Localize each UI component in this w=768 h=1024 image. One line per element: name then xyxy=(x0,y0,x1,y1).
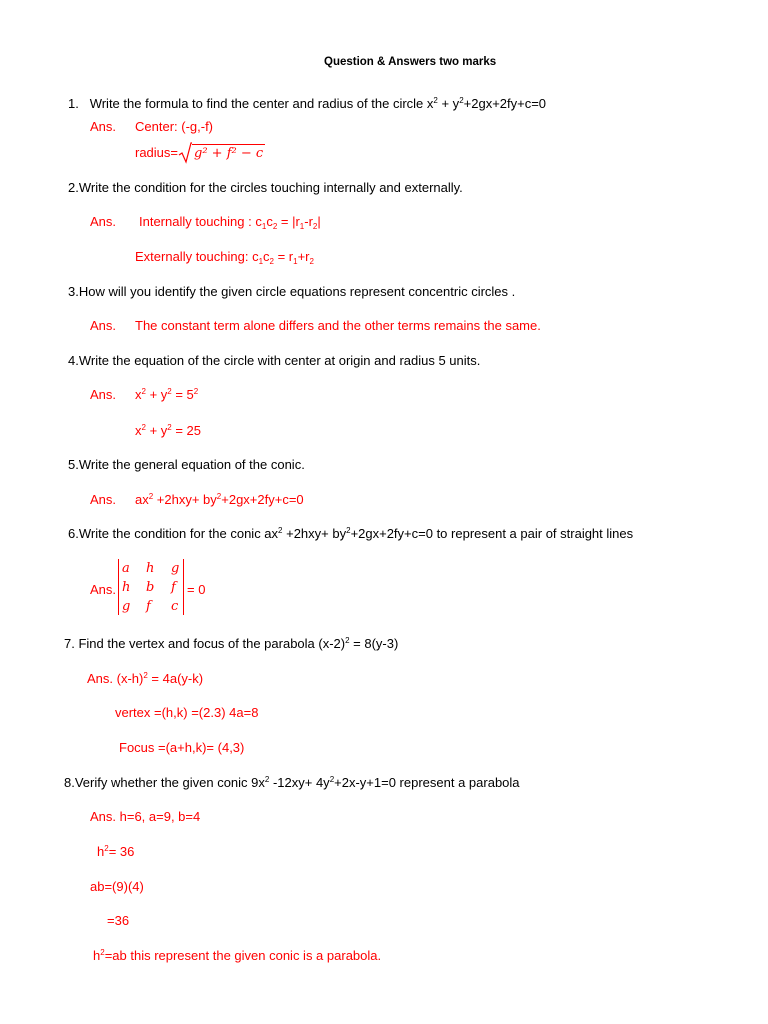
question-2: 2.Write the condition for the circles touching internally and externally. xyxy=(68,180,463,195)
answer-label: Ans. xyxy=(90,214,117,229)
question-text: +2x-y+1=0 represent a parabola xyxy=(334,775,520,790)
subscript: 1 xyxy=(261,222,267,231)
answer-general-conic xyxy=(135,492,304,508)
superscript: 2 xyxy=(264,775,270,784)
answer-ab-value: =36 xyxy=(107,913,130,928)
radius-label: radius= xyxy=(135,145,178,160)
answer-text: x xyxy=(135,423,142,438)
answer-label: Ans. xyxy=(90,582,117,597)
answer-label: Ans. xyxy=(87,671,114,686)
superscript: 2 xyxy=(345,636,350,645)
question-7 xyxy=(64,636,398,652)
answer-label: Ans. xyxy=(90,492,117,507)
matrix-cell: f xyxy=(146,599,151,614)
answer-h-squared xyxy=(97,844,134,860)
answer-label: Ans. xyxy=(90,119,117,134)
answer-text: Externally touching: c xyxy=(135,249,259,264)
answer-text: =ab this represent the given conic is a parabola. xyxy=(104,948,382,963)
question-5: 5.Write the general equation of the conic. xyxy=(68,457,305,472)
superscript: 2 xyxy=(141,387,146,396)
question-text: Write the formula to find the center and radius of the circle x xyxy=(89,96,434,111)
answer-text: = 5 xyxy=(171,387,194,402)
superscript: 2 xyxy=(329,775,335,784)
question-1 xyxy=(68,96,546,112)
answer-text: = 36 xyxy=(108,844,135,859)
determinant-equals: = 0 xyxy=(187,582,206,597)
question-3: 3.How will you identify the given circle equations represent concentric circles . xyxy=(68,284,516,299)
question-4: 4.Write the equation of the circle with center at origin and radius 5 units. xyxy=(68,353,481,368)
question-text: 7. Find the vertex and focus of the parabola (x-2) xyxy=(64,636,346,651)
matrix-cell: g xyxy=(171,561,180,576)
answer-text: = 4a(y-k) xyxy=(147,671,204,686)
superscript: 2 xyxy=(216,492,222,501)
question-text: + y xyxy=(437,96,460,111)
answer-radius xyxy=(135,145,265,162)
answer-text: Internally touching : c xyxy=(139,214,262,229)
answer-internal xyxy=(139,214,321,230)
answer-equation-2 xyxy=(135,423,201,439)
matrix-cell: g xyxy=(122,599,131,614)
answer-external xyxy=(135,249,314,265)
answer-conclusion xyxy=(93,948,381,964)
superscript: 2 xyxy=(193,387,199,396)
answer-text: +r xyxy=(297,249,310,264)
answer-text: = r xyxy=(273,249,294,264)
answer-text: (x-h) xyxy=(113,671,144,686)
subscript: 2 xyxy=(312,222,318,231)
answer-equation-1 xyxy=(135,387,198,403)
subscript: 2 xyxy=(309,257,314,266)
answer-vertex: vertex =(h,k) =(2.3) 4a=8 xyxy=(115,705,259,720)
radius-expression: g² + f² − c xyxy=(194,146,264,161)
answer-text: c xyxy=(263,249,270,264)
radical-sign-icon xyxy=(178,142,192,164)
question-text: = 8(y-3) xyxy=(349,636,399,651)
question-text: +2hxy+ by xyxy=(282,526,347,541)
page-title: Question & Answers two marks xyxy=(324,56,497,68)
answer-label: Ans. xyxy=(90,387,117,402)
superscript: 2 xyxy=(148,492,154,501)
square-root xyxy=(178,145,265,162)
answer-formula xyxy=(87,671,203,687)
answer-text: = |r xyxy=(277,214,300,229)
answer-values: Ans. h=6, a=9, b=4 xyxy=(90,809,201,824)
subscript: 1 xyxy=(258,257,264,266)
question-text: +2gx+2fy+c=0 xyxy=(463,96,547,111)
answer-text: | xyxy=(317,214,321,229)
matrix-cell: f xyxy=(171,580,176,595)
superscript: 2 xyxy=(143,671,148,680)
superscript: 2 xyxy=(433,96,438,105)
answer-text: +2gx+2fy+c=0 xyxy=(221,492,304,507)
determinant-matrix xyxy=(118,559,184,615)
answer-text: = 25 xyxy=(171,423,202,438)
matrix-cell: h xyxy=(146,561,155,576)
answer-ab: ab=(9)(4) xyxy=(90,879,144,894)
subscript: 1 xyxy=(293,257,298,266)
question-text: +2gx+2fy+c=0 to represent a pair of straight lines xyxy=(350,526,634,541)
question-8 xyxy=(64,775,520,791)
answer-text: -r xyxy=(304,214,313,229)
subscript: 1 xyxy=(299,222,305,231)
superscript: 2 xyxy=(104,844,109,853)
answer-text: +2hxy+ by xyxy=(153,492,217,507)
question-text: -12xy+ 4y xyxy=(269,775,330,790)
superscript: 2 xyxy=(141,423,146,432)
subscript: 2 xyxy=(269,257,274,266)
superscript: 2 xyxy=(459,96,464,105)
answer-text: h xyxy=(93,948,101,963)
answer-text: c xyxy=(266,214,273,229)
answer-text: ax xyxy=(135,492,149,507)
matrix-cell: a xyxy=(122,561,130,576)
question-number: 1. xyxy=(68,96,79,111)
superscript: 2 xyxy=(278,526,283,535)
answer-text: + y xyxy=(145,387,168,402)
superscript: 2 xyxy=(346,526,351,535)
matrix-cell: b xyxy=(146,580,155,595)
answer-concentric: The constant term alone differs and the other terms remains the same. xyxy=(135,318,541,333)
subscript: 2 xyxy=(272,222,278,231)
answer-center: Center: (-g,-f) xyxy=(135,119,214,134)
answer-text: h xyxy=(97,844,105,859)
matrix-cell: c xyxy=(171,599,179,614)
superscript: 2 xyxy=(167,387,172,396)
question-6 xyxy=(68,526,633,542)
answer-text: x xyxy=(135,387,142,402)
question-text: 6.Write the condition for the conic ax xyxy=(68,526,279,541)
answer-text: + y xyxy=(145,423,168,438)
answer-focus: Focus =(a+h,k)= (4,3) xyxy=(119,740,245,755)
superscript: 2 xyxy=(167,423,172,432)
answer-label: Ans. xyxy=(90,318,117,333)
superscript: 2 xyxy=(100,948,105,957)
question-text: 8.Verify whether the given conic 9x xyxy=(64,775,265,790)
matrix-cell: h xyxy=(122,580,131,595)
